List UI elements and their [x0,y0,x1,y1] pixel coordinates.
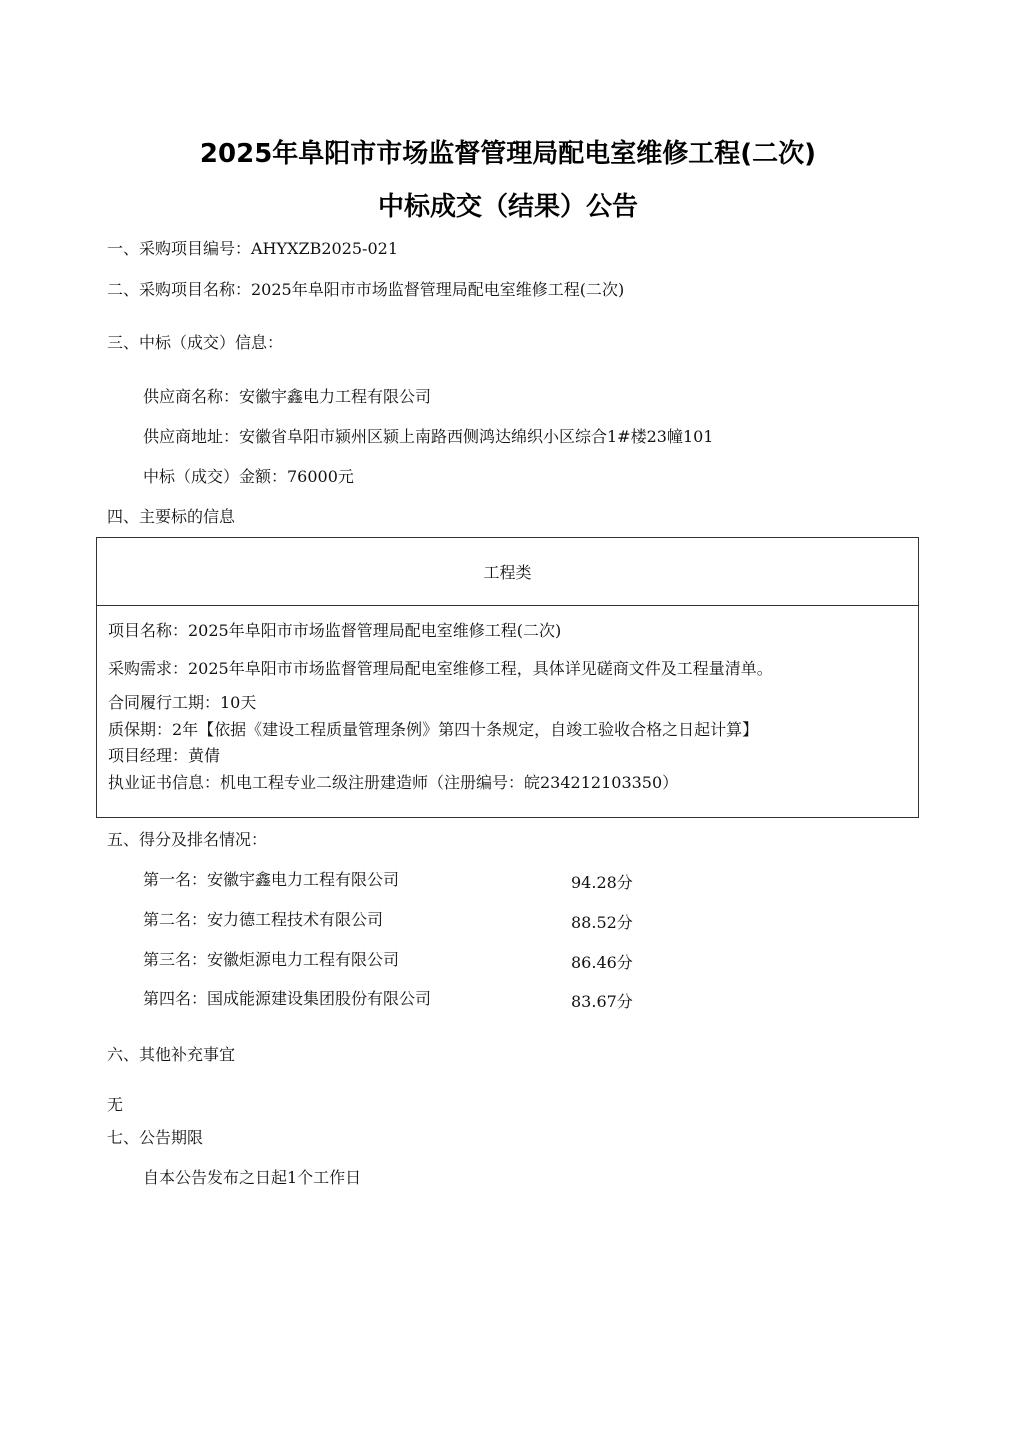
table-header [97,538,918,606]
other-matters-content: 无 [107,1095,124,1114]
section-notice-period: 七、公告期限 [107,1128,204,1147]
table-project-name: 项目名称：2025年阜阳市市场监督管理局配电室维修工程(二次) [108,621,562,640]
ranking-score: 86.46分 [571,953,633,972]
notice-period-content: 自本公告发布之日起1个工作日 [143,1168,362,1187]
ranking-score: 83.67分 [571,992,633,1011]
supplier-name: 供应商名称：安徽宇鑫电力工程有限公司 [143,387,432,406]
ranking-label: 第一名：安徽宇鑫电力工程有限公司 [143,870,400,889]
table-certificate: 执业证书信息：机电工程专业二级注册建造师（注册编号：皖234212103350） [108,773,679,792]
section-project-number: 一、采购项目编号：AHYXZB2025-021 [107,239,399,258]
target-info-table [96,537,919,818]
section-other-matters: 六、其他补充事宜 [107,1045,236,1064]
table-manager: 项目经理：黄倩 [108,746,221,765]
ranking-label: 第三名：安徽炬源电力工程有限公司 [143,950,400,969]
ranking-label: 第二名：安力德工程技术有限公司 [143,910,384,929]
ranking-score: 88.52分 [571,913,633,932]
section-target-info: 四、主要标的信息 [107,507,236,526]
section-project-name: 二、采购项目名称：2025年阜阳市市场监督管理局配电室维修工程(二次) [107,280,625,299]
ranking-label: 第四名：国成能源建设集团股份有限公司 [143,989,432,1008]
section-ranking: 五、得分及排名情况： [107,830,268,849]
table-warranty: 质保期：2年【依据《建设工程质量管理条例》第四十条规定，自竣工验收合格之日起计算】 [108,720,759,739]
table-requirement: 采购需求：2025年阜阳市市场监督管理局配电室维修工程，具体详见磋商文件及工程量清单。 [108,659,773,678]
ranking-score: 94.28分 [571,873,633,892]
supplier-address: 供应商地址：安徽省阜阳市颍州区颍上南路西侧鸿达绵织小区综合1#楼23幢101 [143,427,714,446]
page-subtitle: 中标成交（结果）公告 [377,192,638,222]
page-title: 2025年阜阳市市场监督管理局配电室维修工程(二次) [199,139,817,169]
winning-amount: 中标（成交）金额：76000元 [143,467,354,486]
table-duration: 合同履行工期：10天 [108,693,257,712]
section-winner-info: 三、中标（成交）信息： [107,333,284,352]
table-header-label: 工程类 [483,563,532,582]
